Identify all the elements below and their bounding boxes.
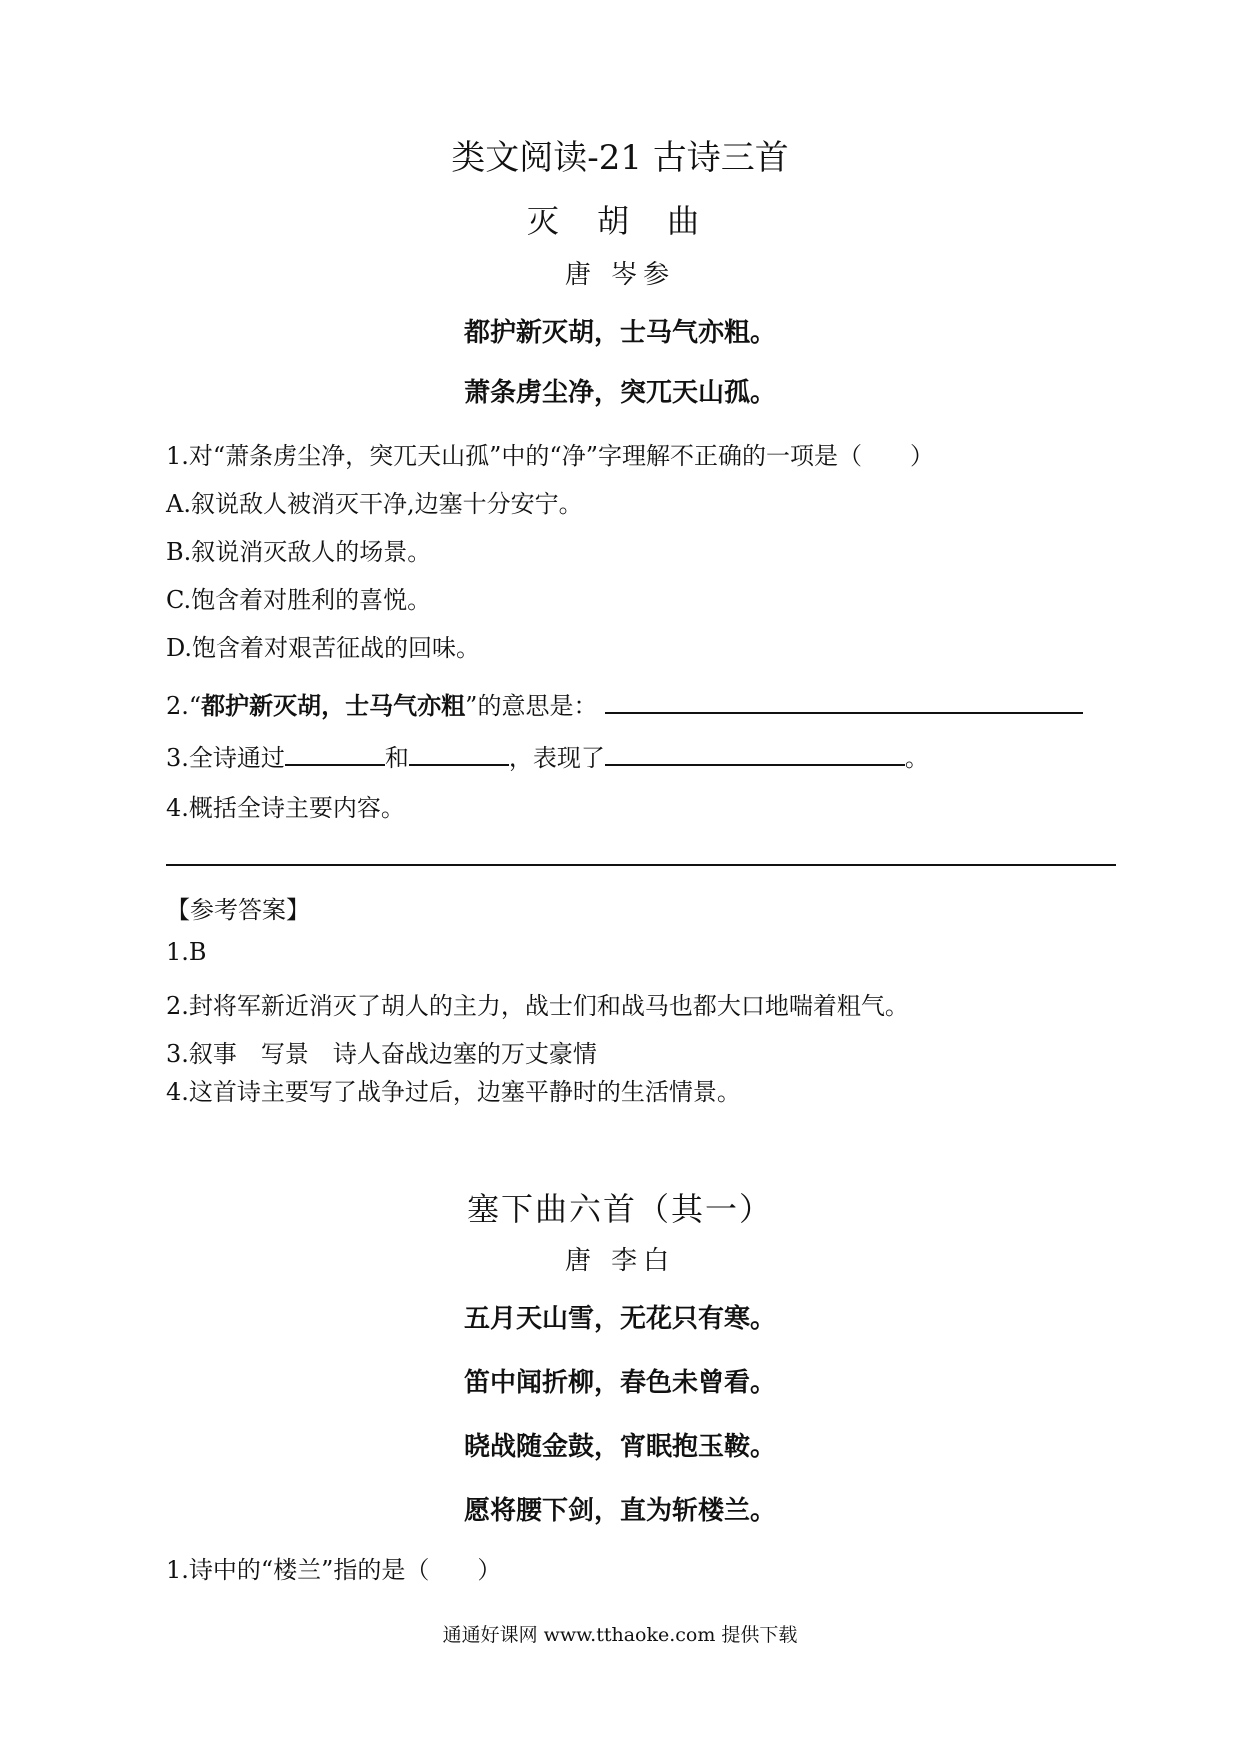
poem1-question-4: 4.概括全诗主要内容。 bbox=[166, 794, 405, 822]
q4-answer-line[interactable] bbox=[166, 864, 1116, 866]
answer-1: 1.B bbox=[166, 938, 207, 966]
q3-blank-1[interactable] bbox=[285, 742, 385, 766]
q2-suffix: ”的意思是： bbox=[465, 692, 598, 720]
q2-prefix: 2.“ bbox=[166, 692, 202, 720]
poem1-question-1: 1.对“萧条虏尘净，突兀天山孤”中的“净”字理解不正确的一项是（ ） bbox=[166, 442, 934, 470]
q3-blank-2[interactable] bbox=[409, 742, 509, 766]
poem1-author: 唐 岑参 bbox=[564, 260, 676, 290]
poem1-option-d: D.饱含着对艰苦征战的回味。 bbox=[166, 634, 481, 662]
poem1-question-2 bbox=[166, 686, 1083, 721]
poem1-option-a: A.叙说敌人被消灭干净,边塞十分安宁。 bbox=[166, 490, 583, 518]
q3-text-b: 和 bbox=[384, 744, 409, 772]
q3-text-a: 3.全诗通过 bbox=[166, 744, 285, 772]
q3-text-c: ，表现了 bbox=[508, 744, 605, 772]
poem2-title: 塞下曲六首（其一） bbox=[466, 1190, 773, 1228]
answer-3: 3.叙事 写景 诗人奋战边塞的万丈豪情 bbox=[166, 1040, 597, 1068]
answers-heading: 【参考答案】 bbox=[166, 896, 310, 924]
poem2-author: 唐 李白 bbox=[564, 1246, 676, 1276]
poem1-verse-1: 都护新灭胡，士马气亦粗。 bbox=[463, 318, 776, 348]
poem1-option-c: C.饱含着对胜利的喜悦。 bbox=[166, 586, 432, 614]
answer-2: 2.封将军新近消灭了胡人的主力，战士们和战马也都大口地喘着粗气。 bbox=[166, 992, 909, 1020]
q2-answer-blank[interactable] bbox=[605, 690, 1083, 714]
q2-quote: 都护新灭胡，士马气亦粗 bbox=[201, 692, 466, 720]
poem2-question-1: 1.诗中的“楼兰”指的是（ ） bbox=[166, 1556, 502, 1584]
poem2-verse-3: 晓战随金鼓，宵眠抱玉鞍。 bbox=[463, 1432, 776, 1462]
poem1-verse-2: 萧条虏尘净，突兀天山孤。 bbox=[463, 378, 776, 408]
poem1-title: 灭 胡 曲 bbox=[526, 202, 714, 240]
q3-blank-3[interactable] bbox=[605, 742, 905, 766]
poem2-verse-1: 五月天山雪，无花只有寒。 bbox=[463, 1304, 776, 1334]
poem1-option-b: B.叙说消灭敌人的场景。 bbox=[166, 538, 432, 566]
page-footer: 通通好课网 www.tthaoke.com 提供下载 bbox=[442, 1624, 798, 1646]
document-title: 类文阅读-21 古诗三首 bbox=[451, 138, 789, 178]
q3-text-d: 。 bbox=[904, 744, 929, 772]
poem2-verse-2: 笛中闻折柳，春色未曾看。 bbox=[463, 1368, 776, 1398]
poem1-question-3 bbox=[166, 738, 929, 773]
answer-4: 4.这首诗主要写了战争过后，边塞平静时的生活情景。 bbox=[166, 1078, 741, 1106]
poem2-verse-4: 愿将腰下剑，直为斩楼兰。 bbox=[463, 1496, 776, 1526]
